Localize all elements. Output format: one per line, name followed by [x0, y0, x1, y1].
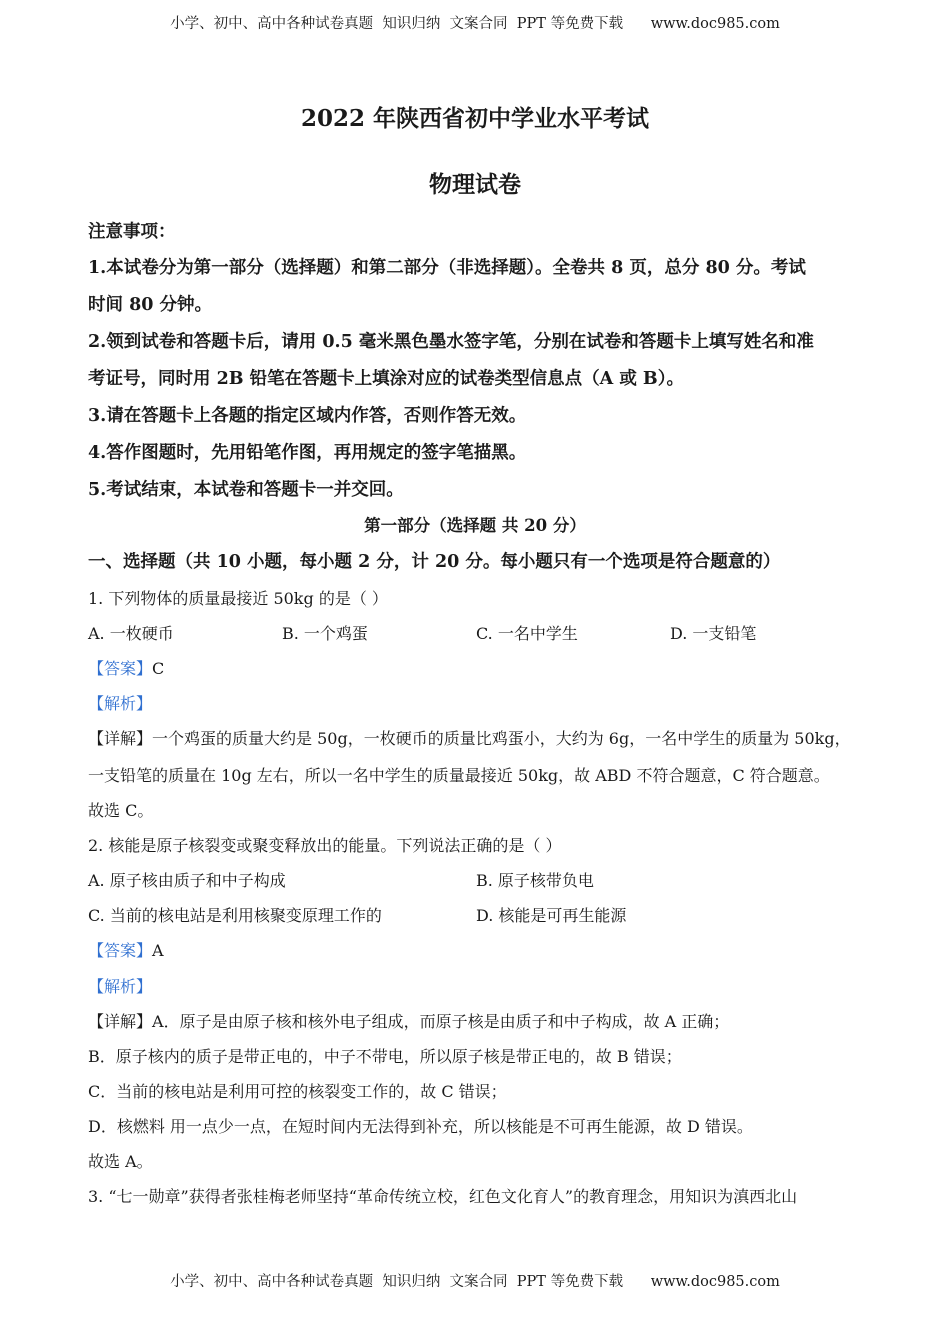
q1-detail-text-1: 一个鸡蛋的质量大约是 50g，一枚硬币的质量比鸡蛋小，大约为 6g，一名中学生的质量为 50kg，: [152, 729, 851, 748]
exam-title: 2022 年陕西省初中学业水平考试: [300, 105, 650, 132]
q2-detail-3: C．当前的核电站是利用可控的核裂变工作的，故 C 错误；: [88, 1082, 507, 1101]
notice-item-3: 3.请在答题卡上各题的指定区域内作答，否则作答无效。: [88, 406, 527, 426]
detail-label: 【详解】: [88, 1012, 153, 1031]
q1-option-a: A. 一枚硬币: [88, 624, 174, 643]
part-one-title: 第一部分（选择题 共 20 分）: [364, 516, 586, 535]
q1-stem: 1. 下列物体的质量最接近 50kg 的是（ ）: [88, 589, 388, 608]
notice-item-4: 4.答作图题时，先用铅笔作图，再用规定的签字笔描黑。: [88, 443, 527, 463]
q1-option-d: D. 一支铅笔: [670, 624, 757, 643]
q2-option-d: D. 核能是可再生能源: [476, 906, 627, 925]
q1-analysis-label: 【解析】: [88, 694, 153, 713]
notice-item-1b: 时间 80 分钟。: [88, 295, 213, 315]
q1-answer-value: C: [152, 659, 165, 678]
q2-option-c: C. 当前的核电站是利用核聚变原理工作的: [88, 906, 382, 925]
page-header: 小学、初中、高中各种试卷真题 知识归纳 文案合同 PPT 等免费下载 www.doc985.com: [170, 16, 780, 32]
q1-choose: 故选 C。: [88, 801, 154, 820]
q2-analysis-label: 【解析】: [88, 977, 153, 996]
q2-detail-text-1: A．原子是由原子核和核外电子组成，而原子核是由质子和中子构成，故 A 正确；: [152, 1012, 730, 1031]
exam-subtitle: 物理试卷: [429, 171, 521, 198]
notice-item-2b: 考证号，同时用 2B 铅笔在答题卡上填涂对应的试卷类型信息点（A 或 B）。: [88, 369, 684, 389]
q1-option-b: B. 一个鸡蛋: [282, 624, 368, 643]
q2-option-a: A. 原子核由质子和中子构成: [88, 871, 286, 890]
q2-option-b: B. 原子核带负电: [476, 871, 594, 890]
notice-item-2a: 2.领到试卷和答题卡后，请用 0.5 毫米黑色墨水签字笔，分别在试卷和答题卡上填写姓名和准: [88, 332, 814, 352]
q2-detail-2: B．原子核内的质子是带正电的，中子不带电，所以原子核是带正电的，故 B 错误；: [88, 1047, 682, 1066]
q1-detail-2: 一支铅笔的质量在 10g 左右，所以一名中学生的质量最接近 50kg，故 ABD 不符合题意，C 符合题意。: [88, 766, 830, 785]
answer-label: 【答案】: [88, 659, 153, 678]
page-footer: 小学、初中、高中各种试卷真题 知识归纳 文案合同 PPT 等免费下载 www.doc985.com: [170, 1274, 780, 1290]
notice-item-5: 5.考试结束，本试卷和答题卡一并交回。: [88, 480, 404, 500]
q1-answer: [88, 656, 164, 679]
q2-choose: 故选 A。: [88, 1152, 153, 1171]
q2-detail-4: D．核燃料 用一点少一点，在短时间内无法得到补充，所以核能是不可再生能源，故 D 错误。: [88, 1117, 753, 1136]
q2-answer: [88, 938, 164, 961]
notice-heading: 注意事项：: [88, 222, 176, 242]
answer-label: 【答案】: [88, 941, 153, 960]
q1-detail-1: [88, 726, 851, 749]
q2-detail-1: [88, 1009, 729, 1032]
q2-answer-value: A: [152, 941, 164, 960]
q3-stem: 3. “七一勋章”获得者张桂梅老师坚持“革命传统立校，红色文化育人”的教育理念，用知识为滇西北山: [88, 1187, 798, 1206]
q1-option-c: C. 一名中学生: [476, 624, 578, 643]
section-one-title: 一、选择题（共 10 小题，每小题 2 分，计 20 分。每小题只有一个选项是符合题意的）: [88, 552, 781, 572]
detail-label: 【详解】: [88, 729, 153, 748]
q2-stem: 2. 核能是原子核裂变或聚变释放出的能量。下列说法正确的是（ ）: [88, 836, 562, 855]
notice-item-1a: 1.本试卷分为第一部分（选择题）和第二部分（非选择题）。全卷共 8 页，总分 80 分。考试: [88, 258, 806, 278]
